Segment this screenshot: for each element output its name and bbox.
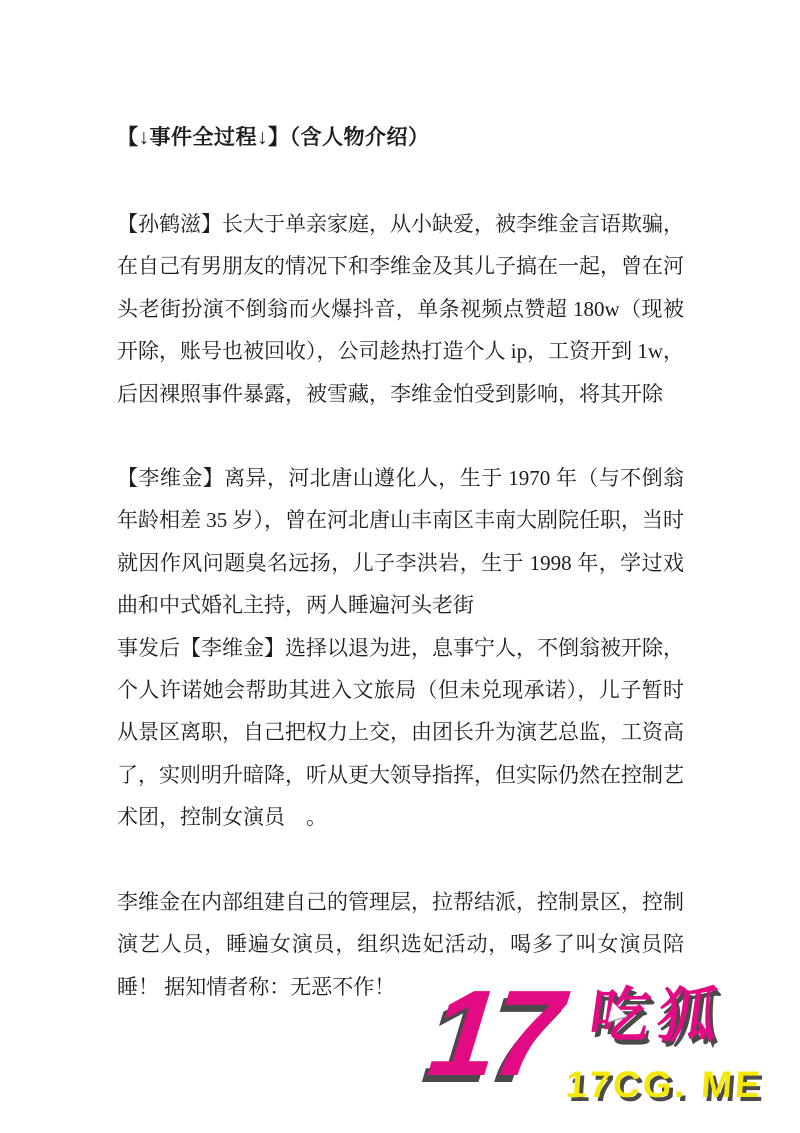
page-title: 【↓事件全过程↓】（含人物介绍） xyxy=(117,125,430,149)
paragraph-li-weijin-management: 李维金在内部组建自己的管理层，拉帮结派，控制景区，控制演艺人员，睡遍女演员，组织选妃活动，喝多了叫女演员陪睡！ 据知情者称：无恶不作！ xyxy=(117,889,684,999)
paragraph-li-weijin-intro: 【李维金】离异，河北唐山遵化人，生于 1970 年（与不倒翁年龄相差 35 岁），曾在河北唐山丰南区丰南大剧院任职，当时就因作风问题臭名远扬，儿子李洪岩，生于 1998 年，学过戏曲和中式婚礼主持，两人睡遍河头老街 xyxy=(117,466,684,618)
watermark-site-url: 17CG. ME xyxy=(564,1064,765,1105)
watermark-brand-name: 吃狐 xyxy=(585,982,731,1049)
paragraph-sun-hezi-intro: 【孙鹤滋】长大于单亲家庭，从小缺爱，被李维金言语欺骗，在自己有男朋友的情况下和李维金及其儿子搞在一起，曾在河头老街扮演不倒翁而火爆抖音，单条视频点赞超 180w（现被开除，账号也被回收），公司趁热打造个人 ip，工资开到 1w，后因裸照事件暴露，被雪藏，李维金怕受到影响，将其开除 xyxy=(117,212,684,406)
paragraph-li-weijin-aftermath: 事发后【李维金】选择以退为进，息事宁人，不倒翁被开除，个人许诺她会帮助其进入文旅局（但未兑现承诺），儿子暂时从景区离职，自己把权力上交，由团长升为演艺总监，工资高了，实则明升暗降，听从更大领导指挥，但实际仍然在控制艺术团，控制女演员 。 xyxy=(117,635,684,830)
watermark-brand-number: 17 xyxy=(422,965,565,1101)
